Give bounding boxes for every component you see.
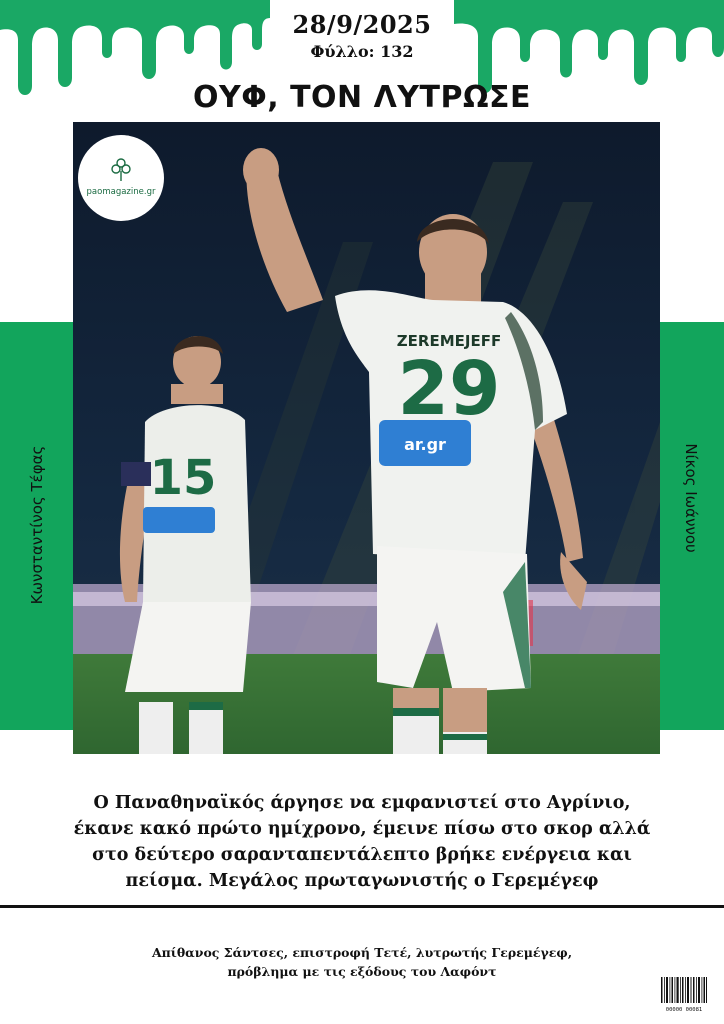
article-summary: Ο Παναθηναϊκός άργησε να εμφανιστεί στο Αγρίνιο, έκανε κακό πρώτο ημίχρονο, έμεινε πίσω στο σκορ αλλά στο δεύτερο σαρανταπεντάλεπτο βρήκε ενέργεια και πείσμα. Μεγάλος πρωταγωνιστής ο Γερεμέγεφ xyxy=(73,793,651,891)
author-left: Κωνσταντίνος Τέφας xyxy=(28,445,46,605)
headline: ΟΥΦ, ΤΟΝ ΛΥΤΡΩΣΕ xyxy=(193,80,531,115)
main-player-name: ZEREMEJEFF xyxy=(396,332,502,350)
logo-text: paomagazine.gr xyxy=(86,187,156,197)
divider-rule xyxy=(0,905,724,908)
magazine-logo xyxy=(78,135,164,221)
background-player-number: 15 xyxy=(149,450,217,506)
issue-number: Φύλλο: 132 xyxy=(310,42,414,61)
sponsor-text: ar.gr xyxy=(404,435,446,454)
barcode-number: 00000 00081 xyxy=(665,1007,703,1013)
author-right: Νίκος Ιωάννου xyxy=(682,443,700,553)
cover-photo xyxy=(73,122,660,754)
issue-date: 28/9/2025 xyxy=(292,10,432,39)
article-subtitle: Απίθανος Σάντσες, επιστροφή Τετέ, λυτρωτής Γερεμέγεφ, πρόβλημα με τις εξόδους του Λαφόντ xyxy=(151,945,573,979)
barcode xyxy=(660,975,708,1013)
main-player-number: 29 xyxy=(397,346,501,432)
shamrock-icon xyxy=(111,157,131,183)
